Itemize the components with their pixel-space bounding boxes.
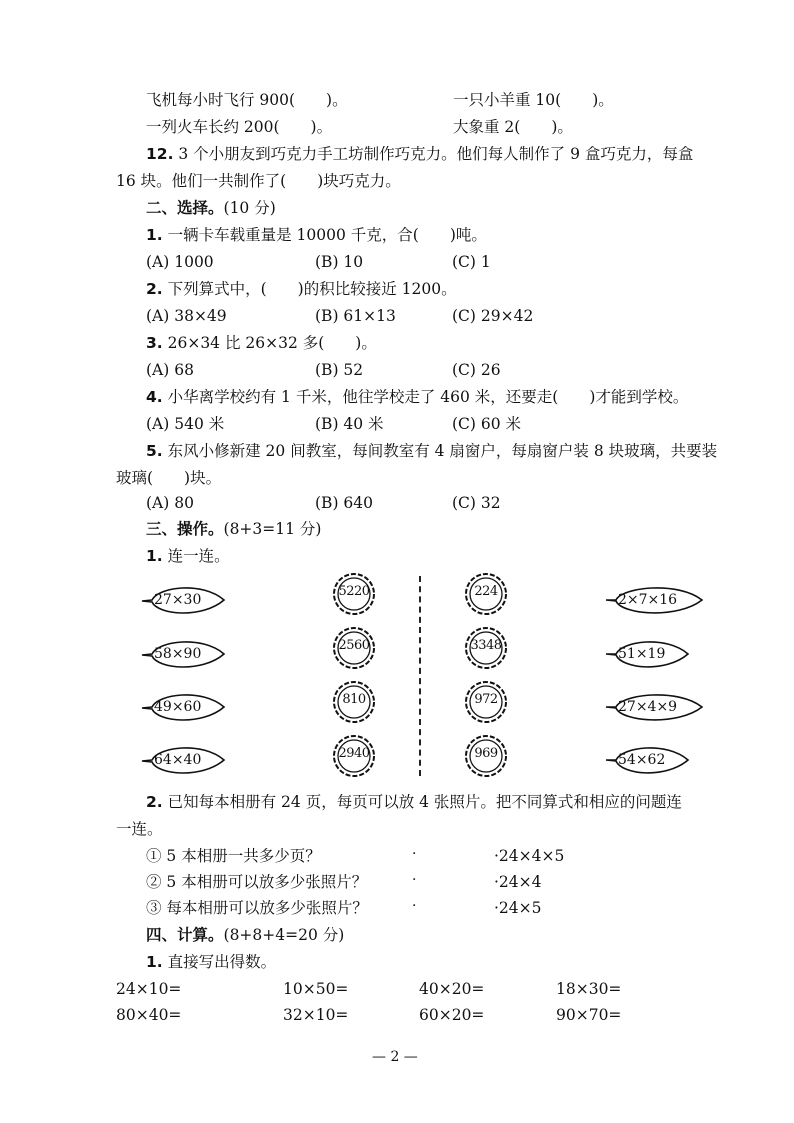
flower-number: 2940	[338, 746, 370, 761]
option-b: (B) 61×13	[315, 307, 396, 325]
question-number: 3.	[146, 334, 163, 352]
question-text: 东风小修新建 20 间教室，每间教室有 4 扇窗户，每扇窗户装 8 块玻璃，共要装	[162, 442, 718, 460]
section-score: (10 分)	[223, 199, 276, 217]
calc-item[interactable]: 80×40=	[116, 1006, 182, 1024]
calc-item[interactable]: 18×30=	[556, 980, 622, 998]
leaf-card[interactable]	[604, 582, 704, 618]
flower-number: 5220	[338, 584, 370, 599]
leaf-expression: 49×60	[154, 699, 202, 715]
operation-question	[146, 546, 230, 566]
question-text: 3 个小朋友到巧克力手工坊制作巧克力。他们每人制作了 9 盒巧克力，每盒	[173, 145, 694, 163]
leaf-card[interactable]	[604, 742, 690, 778]
choice-question	[146, 441, 717, 461]
page-number: — 2 —	[372, 1049, 418, 1065]
leaf-card[interactable]	[140, 582, 226, 618]
question-number: 12.	[146, 145, 174, 163]
section-title: 四、计算。	[146, 926, 224, 944]
leaf-expression: 51×19	[618, 646, 666, 662]
match-question: ① 5 本相册一共多少页？	[146, 847, 321, 865]
option-a: (A) 1000	[146, 253, 214, 271]
question-number: 2.	[146, 793, 163, 811]
question-text: 一辆卡车载重量是 10000 千克，合( )吨。	[162, 226, 487, 244]
section-title: 二、选择。	[146, 199, 224, 217]
choice-question	[146, 387, 688, 407]
option-b: (B) 40 米	[315, 415, 384, 433]
calc-item[interactable]: 40×20=	[419, 980, 485, 998]
question-text-cont: 一连。	[116, 820, 163, 838]
match-question: ② 5 本相册可以放多少张照片？	[146, 873, 368, 891]
option-a: (A) 80	[146, 494, 194, 512]
match-question: ③ 每本相册可以放多少张照片？	[146, 899, 368, 917]
choice-question	[146, 225, 487, 245]
leaf-expression: 27×4×9	[618, 699, 678, 715]
flower-card[interactable]	[464, 626, 508, 670]
option-b: (B) 10	[315, 253, 364, 271]
flower-card[interactable]	[332, 572, 376, 616]
option-a: (A) 540 米	[146, 415, 225, 433]
question-text: 已知每本相册有 24 页，每页可以放 4 张照片。把不同算式和相应的问题连	[162, 793, 682, 811]
question-number: 2.	[146, 280, 163, 298]
flower-card[interactable]	[332, 734, 376, 778]
option-a: (A) 38×49	[146, 307, 227, 325]
leaf-card[interactable]	[140, 636, 226, 672]
option-c: (C) 32	[452, 494, 501, 512]
question-number: 1.	[146, 226, 163, 244]
leaf-card[interactable]	[140, 689, 226, 725]
section-score: (8+8+4=20 分)	[223, 926, 345, 944]
calc-item[interactable]: 32×10=	[283, 1006, 349, 1024]
match-answer[interactable]: ·24×5	[494, 899, 542, 917]
section-heading	[146, 519, 321, 539]
question-text: 直接写出得数。	[162, 953, 277, 971]
leaf-expression: 64×40	[154, 752, 202, 768]
fill-line: 一只小羊重 10( )。	[453, 91, 614, 109]
leaf-expression: 27×30	[154, 592, 202, 608]
leaf-card[interactable]	[604, 689, 704, 725]
fill-line: 一列火车长约 200( )。	[146, 118, 333, 136]
question-number: 1.	[146, 953, 163, 971]
match-answer[interactable]: ·24×4	[494, 873, 542, 891]
leaf-expression: 2×7×16	[618, 592, 678, 608]
flower-number: 2560	[338, 638, 370, 653]
question-text-cont: 玻璃( )块。	[116, 469, 222, 487]
leaf-expression: 54×62	[618, 752, 666, 768]
leaf-card[interactable]	[604, 636, 690, 672]
leaf-card[interactable]	[140, 742, 226, 778]
connector-dot[interactable]: ·	[412, 898, 417, 914]
fill-line: 飞机每小时飞行 900( )。	[146, 91, 348, 109]
operation-question	[146, 792, 682, 812]
dashed-divider	[419, 576, 421, 776]
option-c: (C) 60 米	[452, 415, 522, 433]
flower-number: 224	[474, 584, 498, 599]
question-12	[146, 144, 693, 164]
option-c: (C) 1	[452, 253, 491, 271]
section-score: (8+3=11 分)	[223, 520, 322, 538]
flower-number: 810	[342, 692, 366, 707]
leaf-expression: 58×90	[154, 646, 202, 662]
section-heading	[146, 198, 276, 218]
connector-dot[interactable]: ·	[412, 872, 417, 888]
flower-number: 3348	[470, 638, 502, 653]
option-b: (B) 640	[315, 494, 373, 512]
question-text: 26×34 比 26×32 多( )。	[162, 334, 377, 352]
question-text: 连一连。	[162, 547, 230, 565]
option-c: (C) 29×42	[452, 307, 534, 325]
flower-card[interactable]	[332, 680, 376, 724]
flower-number: 969	[474, 746, 498, 761]
connector-dot[interactable]: ·	[412, 846, 417, 862]
calc-question	[146, 952, 276, 972]
option-b: (B) 52	[315, 361, 364, 379]
option-c: (C) 26	[452, 361, 501, 379]
option-a: (A) 68	[146, 361, 194, 379]
question-number: 1.	[146, 547, 163, 565]
question-text: 小华离学校约有 1 千米，他往学校走了 460 米，还要走( )才能到学校。	[162, 388, 689, 406]
calc-item[interactable]: 24×10=	[116, 980, 182, 998]
choice-question	[146, 279, 457, 299]
flower-card[interactable]	[332, 626, 376, 670]
section-title: 三、操作。	[146, 520, 224, 538]
calc-item[interactable]: 90×70=	[556, 1006, 622, 1024]
calc-item[interactable]: 10×50=	[283, 980, 349, 998]
choice-question	[146, 333, 377, 353]
flower-card[interactable]	[464, 680, 508, 724]
question-number: 4.	[146, 388, 163, 406]
calc-item[interactable]: 60×20=	[419, 1006, 485, 1024]
question-number: 5.	[146, 442, 163, 460]
section-heading	[146, 925, 344, 945]
flower-card[interactable]	[464, 734, 508, 778]
flower-card[interactable]	[464, 572, 508, 616]
question-12-cont: 16 块。他们一共制作了( )块巧克力。	[116, 172, 401, 190]
fill-line: 大象重 2( )。	[453, 118, 573, 136]
match-answer[interactable]: ·24×4×5	[494, 847, 565, 865]
question-text: 下列算式中，( )的积比较接近 1200。	[162, 280, 457, 298]
flower-number: 972	[474, 692, 498, 707]
